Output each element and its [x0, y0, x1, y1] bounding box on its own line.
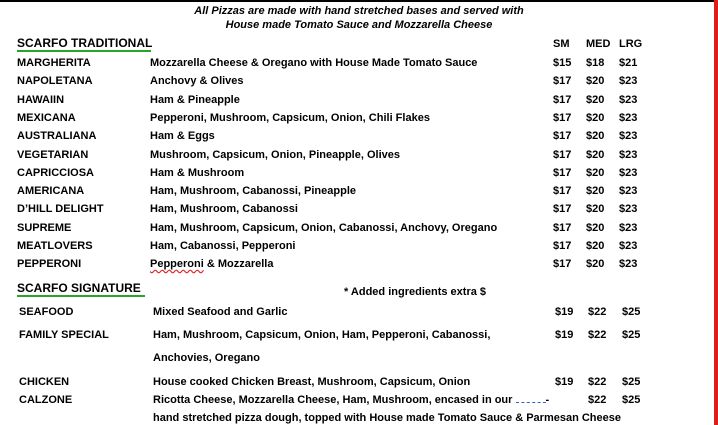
menu-item-desc-continued: hand stretched pizza dough, topped with House made Tomato Sauce & Parmesan Cheese — [153, 412, 621, 424]
top-rule — [0, 0, 718, 2]
menu-item-name: FAMILY SPECIAL — [19, 329, 109, 341]
price-med: $20 — [586, 130, 605, 142]
price-sm: $19 — [555, 376, 574, 388]
price-med: $20 — [586, 167, 605, 179]
price-lrg: $23 — [619, 75, 638, 87]
section-title-traditional: SCARFO TRADITIONAL — [17, 36, 153, 50]
menu-item-desc: Ham, Mushroom, Cabanossi, Pineapple — [150, 185, 356, 197]
price-lrg: $23 — [619, 258, 638, 270]
menu-item-name: MEXICANA — [17, 112, 76, 124]
menu-item-name: NAPOLETANA — [17, 75, 93, 87]
price-med: $20 — [586, 203, 605, 215]
price-lrg: $23 — [619, 149, 638, 161]
traditional-underline — [17, 50, 151, 52]
menu-item-desc: Anchovy & Olives — [150, 75, 244, 87]
price-sm: $17 — [553, 75, 572, 87]
menu-item-name: CAPRICCIOSA — [17, 167, 95, 179]
menu-item-name: AUSTRALIANA — [17, 130, 97, 142]
price-sm: $17 — [553, 130, 572, 142]
menu-item-name: D’HILL DELIGHT — [17, 203, 104, 215]
price-lrg: $25 — [622, 376, 641, 388]
menu-item-name: MEATLOVERS — [17, 240, 93, 252]
menu-item-name: HAWAIIN — [17, 94, 65, 106]
menu-item-desc: Ham & Mushroom — [150, 167, 245, 179]
price-sm: $19 — [555, 306, 574, 318]
price-med: $22 — [588, 306, 607, 318]
price-lrg: $23 — [619, 185, 638, 197]
menu-item-desc-continued: Anchovies, Oregano — [153, 352, 260, 364]
menu-item-desc: Mozzarella Cheese & Oregano with House Made Tomato Sauce — [150, 57, 478, 69]
price-sm: $17 — [553, 203, 572, 215]
menu-item-desc — [150, 257, 273, 271]
menu-item-desc: Mixed Seafood and Garlic — [153, 306, 288, 318]
menu-item-name: SEAFOOD — [19, 306, 74, 318]
menu-item-desc: Ham & Eggs — [150, 130, 215, 142]
price-lrg: $23 — [619, 222, 638, 234]
menu-item-desc-text: Ricotta Cheese, Mozzarella Cheese, Ham, Mushroom, encased in our — [153, 394, 513, 406]
price-lrg: $25 — [622, 329, 641, 341]
menu-item-desc: House cooked Chicken Breast, Mushroom, Capsicum, Onion — [153, 376, 471, 388]
intro-line-1: All Pizzas are made with hand stretched bases and served with — [194, 5, 524, 17]
price-sm: $17 — [553, 149, 572, 161]
price-lrg: $23 — [619, 167, 638, 179]
menu-item-name: VEGETARIAN — [17, 149, 89, 161]
price-sm: $17 — [553, 167, 572, 179]
menu-item-name: CHICKEN — [19, 376, 70, 388]
size-header-sm: SM — [553, 38, 570, 50]
menu-item-name: CALZONE — [19, 394, 73, 406]
size-header-med: MED — [586, 38, 611, 50]
price-sm: $15 — [553, 57, 572, 69]
menu-item-desc: Ham & Pineapple — [150, 94, 240, 106]
signature-underline — [17, 295, 145, 297]
price-med: $20 — [586, 75, 605, 87]
price-med: $20 — [586, 185, 605, 197]
price-sm: $19 — [555, 329, 574, 341]
price-sm: $17 — [553, 185, 572, 197]
price-med: $20 — [586, 94, 605, 106]
price-sm: $17 — [553, 94, 572, 106]
menu-item-desc — [153, 393, 549, 407]
price-med: $18 — [586, 57, 605, 69]
price-med: $20 — [586, 240, 605, 252]
menu-item-name: SUPREME — [17, 222, 72, 234]
spellcheck-word: Pepperoni — [150, 258, 204, 270]
price-sm: $17 — [553, 258, 572, 270]
menu-item-desc: Ham, Mushroom, Capsicum, Onion, Cabanossi, Anchovy, Oregano — [150, 222, 498, 234]
menu-item-name: MARGHERITA — [17, 57, 91, 69]
price-med: $22 — [588, 376, 607, 388]
intro-line-2: House made Tomato Sauce and Mozzarella Cheese — [225, 19, 493, 31]
menu-item-name: PEPPERONI — [17, 258, 82, 270]
menu-item-desc: Mushroom, Capsicum, Onion, Pineapple, Olives — [150, 149, 400, 161]
price-lrg: $25 — [622, 394, 641, 406]
price-lrg: $25 — [622, 306, 641, 318]
right-border — [714, 0, 718, 425]
price-med: $20 — [586, 258, 605, 270]
price-sm: $17 — [553, 222, 572, 234]
blank-placeholder — [516, 393, 546, 403]
price-lrg: $23 — [619, 94, 638, 106]
price-sm: $17 — [553, 240, 572, 252]
menu-item-desc: Ham, Mushroom, Cabanossi — [150, 203, 298, 215]
section-title-signature: SCARFO SIGNATURE — [17, 281, 141, 295]
price-sm: $17 — [553, 112, 572, 124]
desc-tail: - — [545, 394, 550, 406]
menu-item-name: AMERICANA — [17, 185, 85, 197]
price-lrg: $23 — [619, 240, 638, 252]
price-med: $20 — [586, 149, 605, 161]
price-lrg: $23 — [619, 203, 638, 215]
price-med: $20 — [586, 112, 605, 124]
extra-ingredients-note: * Added ingredients extra $ — [344, 286, 487, 298]
price-lrg: $23 — [619, 112, 638, 124]
menu-item-desc: Ham, Cabanossi, Pepperoni — [150, 240, 296, 252]
price-med: $22 — [588, 394, 607, 406]
price-med: $20 — [586, 222, 605, 234]
size-header-lrg: LRG — [619, 38, 643, 50]
menu-item-desc: Pepperoni, Mushroom, Capsicum, Onion, Chili Flakes — [150, 112, 430, 124]
price-lrg: $21 — [619, 57, 638, 69]
price-lrg: $23 — [619, 130, 638, 142]
menu-item-desc: Ham, Mushroom, Capsicum, Onion, Ham, Pepperoni, Cabanossi, — [153, 329, 491, 341]
price-med: $22 — [588, 329, 607, 341]
desc-rest: & Mozzarella — [203, 258, 274, 270]
